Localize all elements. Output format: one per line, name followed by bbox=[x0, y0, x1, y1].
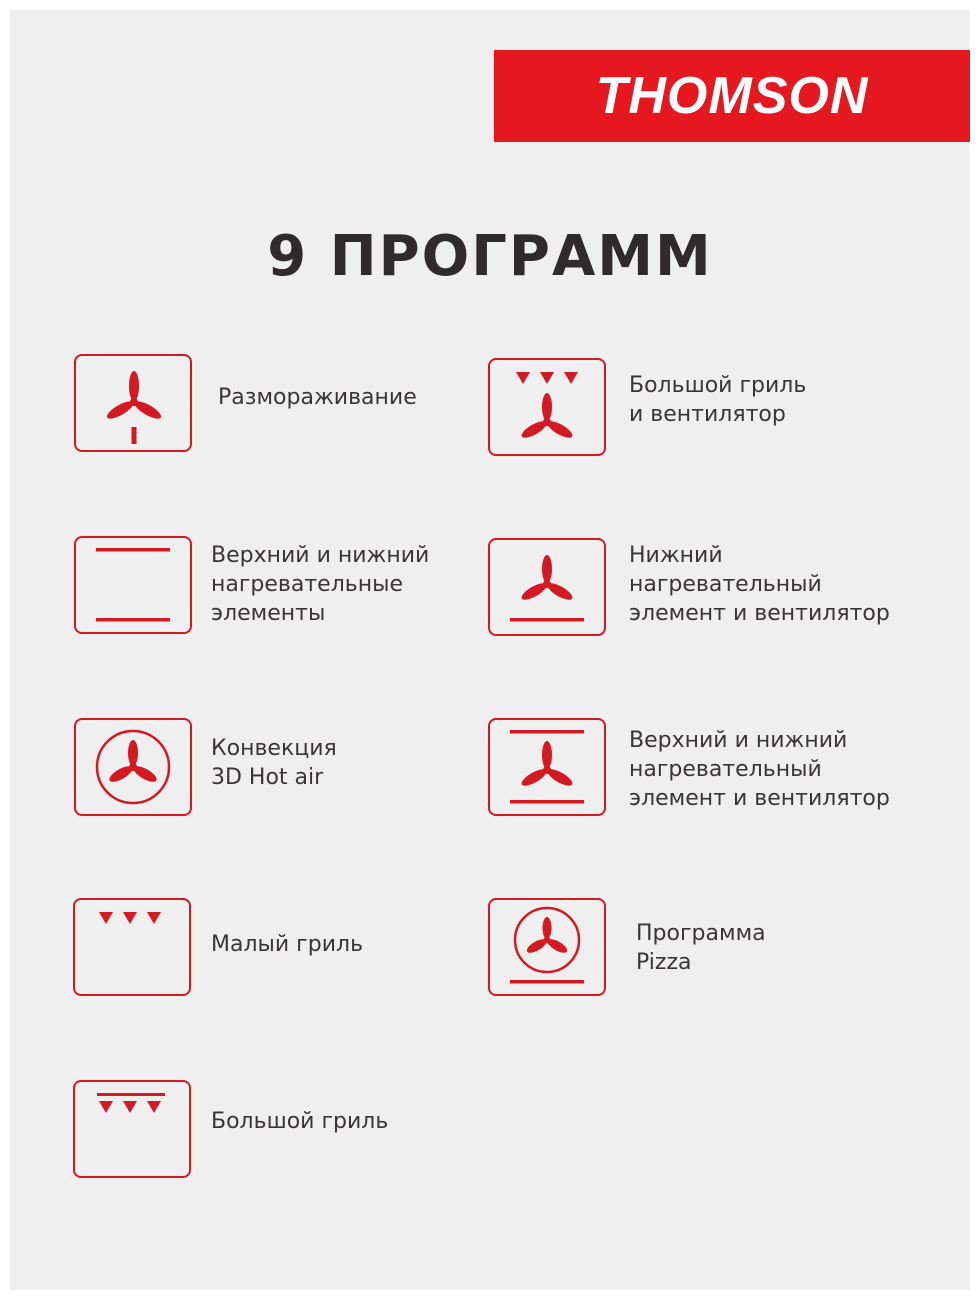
mode-label-large-grill: Большой гриль bbox=[211, 1109, 389, 1134]
top-bottom-heat-fan-icon bbox=[488, 718, 606, 816]
mode-label-convection: Конвекция 3D Hot air bbox=[211, 736, 337, 790]
thomson-logo bbox=[494, 50, 970, 142]
logo-text: THOMSON bbox=[595, 67, 869, 125]
mode-label-bottom-heat-fan: Нижний нагревательный элемент и вентилятор bbox=[629, 543, 890, 626]
bottom-heat-fan-icon bbox=[488, 538, 606, 636]
top-bottom-heat-icon bbox=[74, 536, 192, 634]
mode-label-pizza: Программа Pizza bbox=[636, 921, 766, 975]
mode-label-large-grill-fan: Большой гриль и вентилятор bbox=[629, 373, 807, 427]
mode-label-top-bottom-heat: Верхний и нижний нагревательные элементы bbox=[211, 543, 430, 626]
convection-ring-fan-icon bbox=[74, 718, 192, 816]
large-grill-fan-icon bbox=[488, 358, 606, 456]
large-grill-icon bbox=[73, 1080, 191, 1178]
small-grill-icon bbox=[73, 898, 191, 996]
mode-label-top-bottom-heat-fan: Верхний и нижний нагревательный элемент и вентилятор bbox=[629, 728, 890, 811]
mode-label-small-grill: Малый гриль bbox=[211, 932, 364, 957]
defrost-fan-icon bbox=[74, 354, 192, 452]
page-title: 9 ПРОГРАММ bbox=[267, 224, 713, 289]
mode-label-defrost: Размораживание bbox=[218, 385, 417, 410]
pizza-ring-fan-bottom-icon bbox=[488, 898, 606, 996]
